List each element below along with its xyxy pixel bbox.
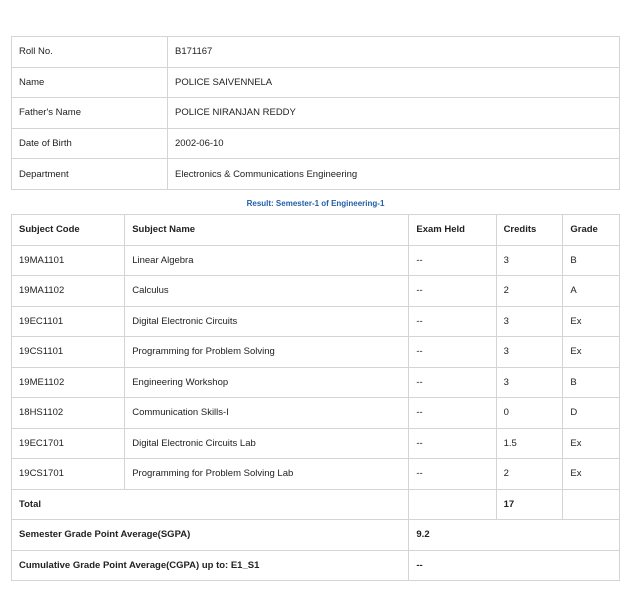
grade: D bbox=[563, 398, 620, 429]
subject-name: Linear Algebra bbox=[125, 245, 409, 276]
exam-held: -- bbox=[409, 306, 496, 337]
roll-no-row bbox=[12, 37, 620, 68]
grade: B bbox=[563, 245, 620, 276]
sgpa-label: Semester Grade Point Average(SGPA) bbox=[12, 520, 409, 551]
header-subject-code: Subject Code bbox=[12, 215, 125, 246]
table-row bbox=[12, 367, 620, 398]
subject-name: Digital Electronic Circuits Lab bbox=[125, 428, 409, 459]
header-grade: Grade bbox=[563, 215, 620, 246]
result-table bbox=[11, 214, 620, 581]
total-empty-cell bbox=[409, 489, 496, 520]
grade: Ex bbox=[563, 337, 620, 368]
subject-name: Programming for Problem Solving Lab bbox=[125, 459, 409, 490]
exam-held: -- bbox=[409, 276, 496, 307]
name-value: POLICE SAIVENNELA bbox=[168, 67, 620, 98]
total-row bbox=[12, 489, 620, 520]
total-grade-empty-cell bbox=[563, 489, 620, 520]
header-credits: Credits bbox=[496, 215, 563, 246]
credits: 3 bbox=[496, 337, 563, 368]
credits: 2 bbox=[496, 459, 563, 490]
grade: Ex bbox=[563, 306, 620, 337]
father-name-value: POLICE NIRANJAN REDDY bbox=[168, 98, 620, 129]
table-row bbox=[12, 306, 620, 337]
grade: Ex bbox=[563, 428, 620, 459]
grade: Ex bbox=[563, 459, 620, 490]
grade: A bbox=[563, 276, 620, 307]
exam-held: -- bbox=[409, 398, 496, 429]
name-row bbox=[12, 67, 620, 98]
table-row bbox=[12, 459, 620, 490]
table-row bbox=[12, 398, 620, 429]
table-row bbox=[12, 428, 620, 459]
exam-held: -- bbox=[409, 245, 496, 276]
credits: 2 bbox=[496, 276, 563, 307]
table-row bbox=[12, 276, 620, 307]
student-info-table bbox=[11, 36, 620, 190]
father-name-label: Father's Name bbox=[12, 98, 168, 129]
dob-value: 2002-06-10 bbox=[168, 128, 620, 159]
exam-held: -- bbox=[409, 459, 496, 490]
subject-code: 19ME1102 bbox=[12, 367, 125, 398]
total-label: Total bbox=[12, 489, 409, 520]
exam-held: -- bbox=[409, 367, 496, 398]
subject-code: 19EC1701 bbox=[12, 428, 125, 459]
subject-code: 19MA1102 bbox=[12, 276, 125, 307]
credits: 3 bbox=[496, 306, 563, 337]
cgpa-label: Cumulative Grade Point Average(CGPA) up to: E1_S1 bbox=[12, 550, 409, 581]
credits: 0 bbox=[496, 398, 563, 429]
subject-code: 18HS1102 bbox=[12, 398, 125, 429]
subject-name: Engineering Workshop bbox=[125, 367, 409, 398]
roll-no-label: Roll No. bbox=[12, 37, 168, 68]
total-credits: 17 bbox=[496, 489, 563, 520]
dob-label: Date of Birth bbox=[12, 128, 168, 159]
cgpa-value: -- bbox=[409, 550, 620, 581]
credits: 1.5 bbox=[496, 428, 563, 459]
name-label: Name bbox=[12, 67, 168, 98]
credits: 3 bbox=[496, 245, 563, 276]
grade: B bbox=[563, 367, 620, 398]
sgpa-value: 9.2 bbox=[409, 520, 620, 551]
result-title: Result: Semester-1 of Engineering-1 bbox=[246, 199, 385, 208]
department-value: Electronics & Communications Engineering bbox=[168, 159, 620, 190]
credits: 3 bbox=[496, 367, 563, 398]
cgpa-row bbox=[12, 550, 620, 581]
subject-name: Communication Skills-I bbox=[125, 398, 409, 429]
department-label: Department bbox=[12, 159, 168, 190]
subject-code: 19EC1101 bbox=[12, 306, 125, 337]
subject-code: 19CS1101 bbox=[12, 337, 125, 368]
subject-name: Calculus bbox=[125, 276, 409, 307]
department-row bbox=[12, 159, 620, 190]
header-exam-held: Exam Held bbox=[409, 215, 496, 246]
table-row bbox=[12, 337, 620, 368]
father-name-row bbox=[12, 98, 620, 129]
subject-name: Programming for Problem Solving bbox=[125, 337, 409, 368]
subject-code: 19CS1701 bbox=[12, 459, 125, 490]
exam-held: -- bbox=[409, 428, 496, 459]
header-row bbox=[12, 215, 620, 246]
subject-name: Digital Electronic Circuits bbox=[125, 306, 409, 337]
dob-row bbox=[12, 128, 620, 159]
exam-held: -- bbox=[409, 337, 496, 368]
subject-code: 19MA1101 bbox=[12, 245, 125, 276]
header-subject-name: Subject Name bbox=[125, 215, 409, 246]
sgpa-row bbox=[12, 520, 620, 551]
table-row bbox=[12, 245, 620, 276]
roll-no-value: B171167 bbox=[168, 37, 620, 68]
